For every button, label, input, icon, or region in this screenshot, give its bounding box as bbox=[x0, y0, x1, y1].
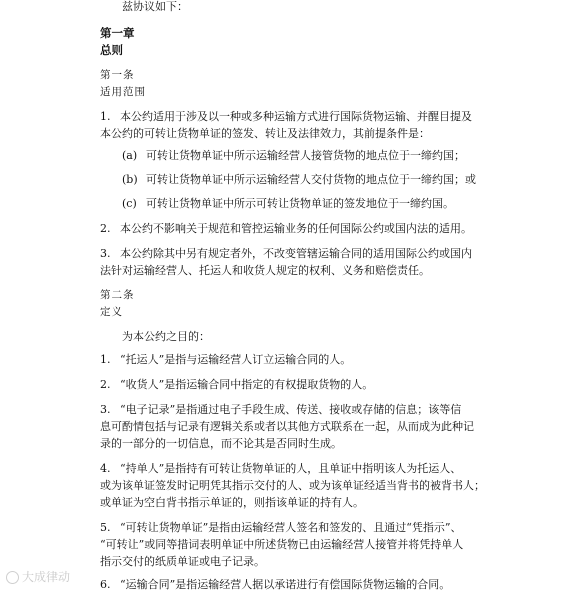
para-text: “可转让货物单证”是指由运输经营人签名和签发的、且通过“凭指示”、 bbox=[120, 521, 462, 534]
definition-3-line-1 bbox=[100, 401, 501, 419]
condition-c bbox=[122, 195, 501, 213]
definition-4-line-2: 或为该单证签发时记明凭其指示交付的人、或为该单证经适当背书的被背书人； bbox=[100, 479, 485, 492]
para-text: 本公约除其中另有规定者外，不改变管辖运输合同的适用国际公约或国内 bbox=[120, 247, 472, 260]
para-text: “收货人”是指运输合同中指定的有权提取货物的人。 bbox=[120, 378, 374, 391]
definition-4-line-1 bbox=[100, 460, 501, 478]
condition-text: 可转让货物单证中所示可转让货物单证的签发地位于一缔约国。 bbox=[146, 197, 454, 210]
article-1-para-1-line-1 bbox=[100, 108, 501, 126]
para-number: 2. bbox=[100, 222, 111, 235]
watermark-logo-icon bbox=[6, 571, 19, 584]
condition-a bbox=[122, 147, 501, 165]
definition-3-line-2: 息可酌情包括与记录有逻辑关系或者以其他方式联系在一起，从而成为此种记 bbox=[100, 420, 474, 433]
para-text: “托运人”是指与运输经营人订立运输合同的人。 bbox=[120, 353, 352, 366]
definition-5-line-1 bbox=[100, 519, 501, 537]
condition-b bbox=[122, 171, 501, 189]
article-2-lead: 为本公约之目的： bbox=[122, 330, 210, 343]
condition-marker: (b) bbox=[122, 173, 138, 186]
para-number: 3. bbox=[100, 247, 111, 260]
article-1-para-1-line-2: 本公约的可转让货物单证的签发、转让及法律效力，其前提条件是： bbox=[100, 127, 430, 140]
para-text: 本公约适用于涉及以一种或多种运输方式进行国际货物运输、并醒目提及 bbox=[120, 110, 472, 123]
para-number: 5. bbox=[100, 521, 111, 534]
definition-1 bbox=[100, 351, 501, 369]
definition-3-line-3: 录的一部分的一切信息，而不论其是否同时生成。 bbox=[100, 437, 342, 450]
para-number: 4. bbox=[100, 462, 111, 475]
definition-5-line-3: 指示交付的纸质单证或电子记录。 bbox=[100, 555, 265, 568]
chapter-subtitle: 总则 bbox=[100, 43, 123, 57]
article-1-para-3-line-1 bbox=[100, 245, 501, 263]
condition-marker: (a) bbox=[122, 149, 138, 162]
definition-6 bbox=[100, 576, 501, 594]
intro-text: 兹协议如下： bbox=[122, 0, 188, 13]
definition-2 bbox=[100, 376, 501, 394]
para-text: “持单人”是指持有可转让货物单证的人，且单证中指明该人为托运人、 bbox=[120, 462, 462, 475]
article-1-para-2 bbox=[100, 220, 501, 238]
condition-marker: (c) bbox=[122, 197, 137, 210]
definition-4-line-3: 或单证为空白背书指示单证的，则指该单证的持有人。 bbox=[100, 496, 364, 509]
para-number: 3. bbox=[100, 403, 111, 416]
watermark bbox=[6, 568, 70, 585]
definition-5-line-2: “可转让”或同等措词表明单证中所述货物已由运输经营人接管并将凭持单人 bbox=[100, 538, 464, 551]
article-2-subtitle: 定义 bbox=[100, 306, 123, 318]
article-1-subtitle: 适用范围 bbox=[100, 86, 146, 98]
watermark-text: 大成律动 bbox=[22, 570, 71, 584]
para-text: “运输合同”是指运输经营人据以承诺进行有偿国际货物运输的合同。 bbox=[120, 578, 451, 591]
para-text: “电子记录”是指通过电子手段生成、传送、接收或存储的信息；该等信 bbox=[120, 403, 462, 416]
article-2-title: 第二条 bbox=[100, 289, 135, 301]
para-text: 本公约不影响关于规范和管控运输业务的任何国际公约或国内法的适用。 bbox=[120, 222, 472, 235]
condition-text: 可转让货物单证中所示运输经营人交付货物的地点位于一缔约国；或 bbox=[146, 173, 476, 186]
article-1-para-3-line-2: 法针对运输经营人、托运人和收货人规定的权利、义务和赔偿责任。 bbox=[100, 264, 430, 277]
para-number: 1. bbox=[100, 353, 111, 366]
para-number: 6. bbox=[100, 578, 111, 591]
condition-text: 可转让货物单证中所示运输经营人接管货物的地点位于一缔约国； bbox=[146, 149, 465, 162]
chapter-title: 第一章 bbox=[100, 26, 135, 40]
para-number: 1. bbox=[100, 110, 111, 123]
article-1-title: 第一条 bbox=[100, 69, 135, 81]
para-number: 2. bbox=[100, 378, 111, 391]
